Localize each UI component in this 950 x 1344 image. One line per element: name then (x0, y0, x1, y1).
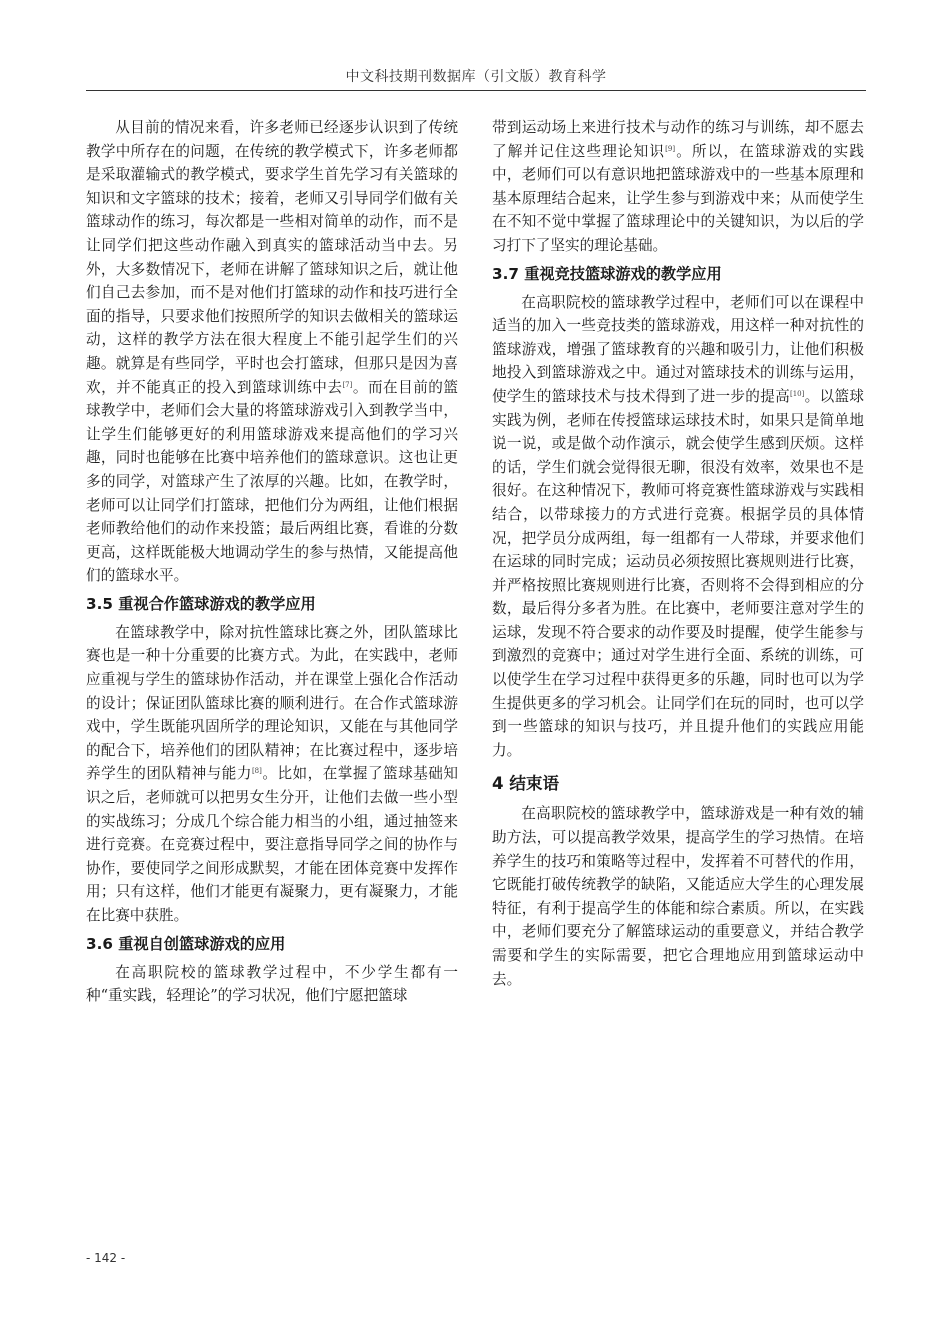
citation: [10] (790, 389, 805, 398)
paragraph: 在高职院校的篮球教学中，篮球游戏是一种有效的辅助方法，可以提高教学效果，提高学生的学习热情。在培养学生的技巧和策略等过程中，发挥着不可替代的作用，它既能打破传统教学的缺陷，又能适应大学生的心理发展特征，有利于提高学生的体能和综合素质。所以，在实践中，老师们要充分了解篮球运动的重要意义，并结合教学需要和学生的实际需要，把它合理地应用到篮球运动中去。 (492, 805, 864, 988)
journal-header: 中文科技期刊数据库（引文版）教育科学 (345, 69, 607, 85)
section-heading-4: 4 结束语 (492, 774, 560, 794)
paragraph: 在高职院校的篮球教学过程中，不少学生都有一种“重实践，轻理论”的学习状况，他们宁愿把篮球 (86, 963, 458, 1005)
header-rule (86, 90, 866, 91)
citation: [9] (665, 144, 676, 153)
paragraph-continued: 带到运动场上来进行技术与动作的练习与训练，却不愿去了解并记住这些理论知识[9]。所以，在篮球游戏的实践中，老师们可以有意识地把篮球游戏中的一些基本原理和基本原理结合起来，让学生参与到游戏中来；从而使学生在不知不觉中掌握了篮球理论中的关键知识，为以后的学习打下了坚实的理论基础。 (492, 119, 864, 254)
paragraph: 在高职院校的篮球教学过程中，老师们可以在课程中适当的加入一些竞技类的篮球游戏，用这样一种对抗性的篮球游戏，增强了篮球教育的兴趣和吸引力，让他们积极地投入到篮球游戏之中。通过对篮球技术的训练与运用，使学生的篮球技术与技术得到了进一步的提高[10]。以篮球实践为例，老师在传授篮球运球技术时，如果只是简单地说一说，或是做个动作演示，就会使学生感到厌烦。这样的话，学生们就会觉得很无聊，很没有效率，效果也不是很好。在这种情况下，教师可将竞赛性篮球游戏与实践相结合，以带球接力的方式进行竞赛。根据学员的具体情况，把学员分成两组，每一组都有一人带球，并要求他们在运球的同时完成；运动员必须按照比赛规则进行比赛，并严格按照比赛规则进行比赛，否则将不会得到相应的分数，最后得分多者为胜。在比赛中，老师要注意对学生的运球，发现不符合要求的动作要及时提醒，使学生能参与到激烈的竞赛中；通过对学生进行全面、系统的训练，可以使学生在学习过程中获得更多的乐趣，同时也可以为学生提供更多的学习机会。让同学们在玩的同时，也可以学到一些篮球的知识与技巧，并且提升他们的实践应用能力。 (492, 293, 864, 759)
section-heading-3-5: 3.5 重视合作篮球游戏的教学应用 (86, 594, 316, 613)
section-heading-3-6: 3.6 重视自创篮球游戏的应用 (86, 934, 286, 953)
right-column (492, 116, 864, 991)
paragraph: 从目前的情况来看，许多老师已经逐步认识到了传统教学中所存在的问题，在传统的教学模式下，许多老师都是采取灌输式的教学模式，要求学生首先学习有关篮球的知识和文字篮球的技术；接着，老师又引导同学们做有关篮球动作的练习，每次都是一些相对简单的动作，而不是让同学们把这些动作融入到真实的篮球活动当中去。另外，大多数情况下，老师在讲解了篮球知识之后，就让他们自己去参加，而不是对他们打篮球的动作和技巧进行全面的指导，只要求他们按照所学的知识去做相关的篮球运动，这样的教学方法在很大程度上不能引起学生们的兴趣。就算是有些同学，平时也会打篮球，但那只是因为喜欢，并不能真正的投入到篮球训练中去[7]。而在目前的篮球教学中，老师们会大量的将篮球游戏引入到教学当中，让学生们能够更好的利用篮球游戏来提高他们的学习兴趣，同时也能够在比赛中培养他们的篮球意识。这也让更多的同学，对篮球产生了浓厚的兴趣。比如，在教学时，老师可以让同学们打篮球，把他们分为两组，让他们根据老师教给他们的动作来投篮；最后两组比赛，看谁的分数更高，这样既能极大地调动学生的参与热情，又能提高他们的篮球水平。 (86, 119, 458, 585)
citation: [7] (342, 380, 353, 389)
left-column (86, 116, 458, 1008)
section-heading-3-7: 3.7 重视竞技篮球游戏的教学应用 (492, 264, 722, 283)
paragraph: 在篮球教学中，除对抗性篮球比赛之外，团队篮球比赛也是一种十分重要的比赛方式。为此，在实践中，老师应重视与学生的篮球协作活动，并在课堂上强化合作活动的设计；保证团队篮球比赛的顺利进行。在合作式篮球游戏中，学生既能巩固所学的理论知识，又能在与其他同学的配合下，培养他们的团队精神；在比赛过程中，逐步培养学生的团队精神与能力[8]。比如，在掌握了篮球基础知识之后，老师就可以把男女生分开，让他们去做一些小型的实战练习；分成几个综合能力相当的小组，通过抽签来进行竞赛。在竞赛过程中，要注意指导同学之间的协作与协作，要使同学之间形成默契，才能在团体竞赛中发挥作用；只有这样，他们才能更有凝聚力，更有凝聚力，才能在比赛中获胜。 (86, 623, 458, 924)
citation: [8] (251, 767, 262, 776)
page-number: - 142 - (86, 1251, 126, 1265)
